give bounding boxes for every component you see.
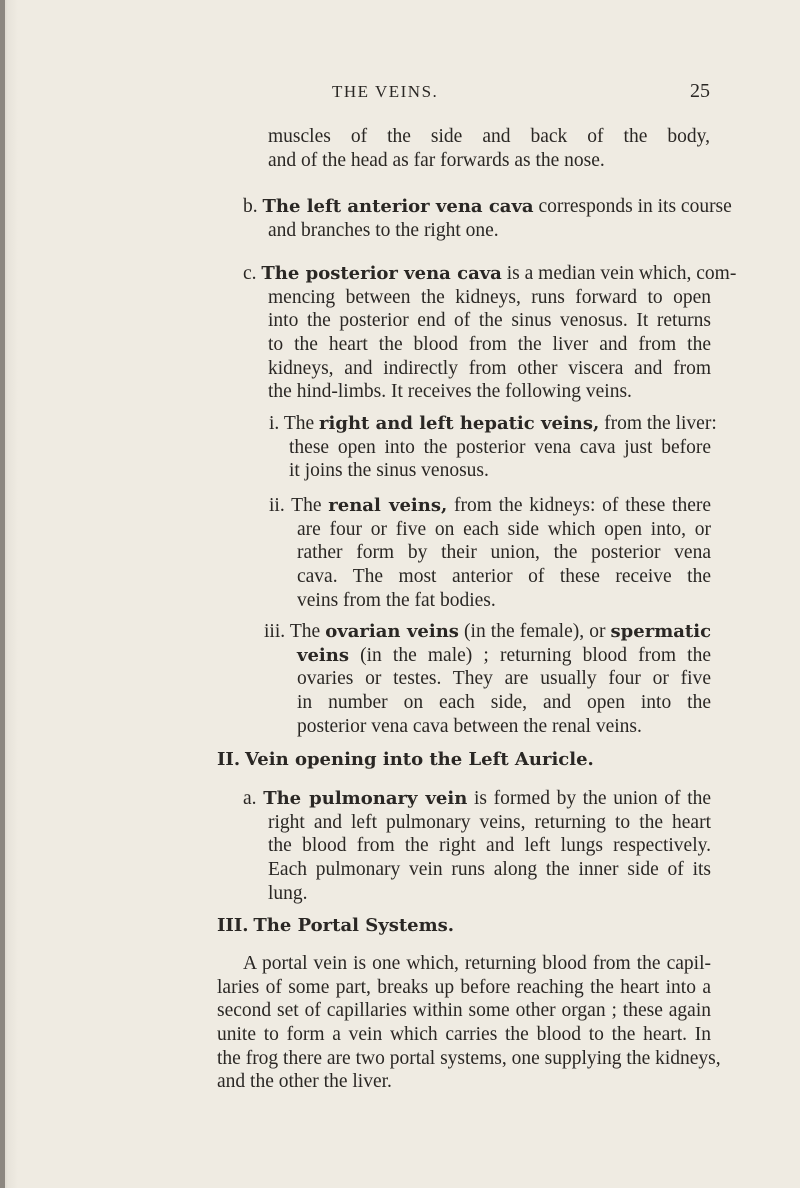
- text-line: the blood from the right and left lungs respectively.: [268, 835, 711, 857]
- text-run: from the kidneys: of these there: [454, 495, 712, 516]
- text-line: [269, 412, 717, 436]
- text-line: [217, 748, 711, 772]
- text-line: in number on each side, and open into the: [297, 692, 711, 714]
- text-line: into the posterior end of the sinus venosus. It returns: [268, 310, 711, 332]
- text-line: A portal vein is one which, returning blood from the capil-: [243, 953, 711, 974]
- text-run: is formed by the union of the: [473, 788, 712, 809]
- item-marker: c.: [243, 263, 257, 284]
- paragraph-portal: [217, 952, 721, 1094]
- text-line: [297, 644, 711, 668]
- text-line: and of the head as far forwards as the nose.: [268, 149, 605, 171]
- text-line: veins from the fat bodies.: [297, 589, 496, 611]
- paragraph-ii: [269, 494, 711, 612]
- item-marker: iii.: [264, 621, 286, 642]
- text-line: the frog there are two portal systems, one supplying the kidneys,: [217, 1047, 721, 1069]
- item-heading: veins: [297, 644, 349, 666]
- item-heading: right and left hepatic veins,: [319, 413, 600, 434]
- text-line: [243, 262, 737, 286]
- paragraph-intro: [268, 125, 710, 172]
- text-run: The: [291, 495, 322, 516]
- section-marker: II.: [217, 749, 241, 770]
- item-heading: The posterior vena cava: [261, 263, 502, 284]
- text-line: and branches to the right one.: [268, 219, 499, 241]
- text-line: [269, 494, 711, 518]
- paragraph-a: [243, 787, 711, 905]
- text-run: from the liver:: [604, 413, 717, 434]
- item-marker: a.: [243, 788, 257, 809]
- section-heading: The Portal Systems.: [253, 915, 455, 936]
- text-line: muscles of the side and back of the body,: [268, 126, 710, 147]
- text-line: rather form by their union, the posterior vena: [297, 542, 711, 564]
- text-line: cava. The most anterior of these receive the: [297, 566, 711, 588]
- text-line: these open into the posterior vena cava just before: [289, 436, 711, 458]
- text-line: to the heart the blood from the liver and from the: [268, 334, 711, 356]
- text-line: right and left pulmonary veins, returning to the heart: [268, 811, 711, 833]
- text-line: [243, 787, 711, 811]
- text-line: and the other the liver.: [217, 1071, 392, 1093]
- text-line: ovaries or testes. They are usually four or five: [297, 668, 711, 690]
- item-marker: i.: [269, 413, 280, 434]
- item-marker: b.: [243, 196, 258, 217]
- page-edge-shadow: [0, 0, 5, 1188]
- paragraph-b: [243, 195, 732, 242]
- item-heading: ovarian veins: [325, 621, 459, 642]
- item-heading: spermatic: [610, 621, 712, 642]
- text-line: mencing between the kidneys, runs forward to open: [268, 286, 711, 308]
- section-heading-iii: [217, 914, 711, 938]
- text-run: is a median vein which, com-: [506, 263, 737, 284]
- running-head-title: THE VEINS.: [332, 82, 439, 101]
- paragraph-c: [243, 262, 737, 404]
- text-line: unite to form a vein which carries the blood to the heart. In: [217, 1024, 711, 1046]
- text-line: laries of some part, breaks up before reaching the heart into a: [217, 976, 711, 998]
- text-run: (in the female), or: [464, 621, 606, 642]
- text-line: [243, 195, 732, 219]
- text-line: it joins the sinus venosus.: [289, 460, 489, 482]
- text-line: second set of capillaries within some other organ ; these again: [217, 1000, 711, 1022]
- paragraph-iii: [264, 620, 711, 738]
- text-run: corresponds in its course: [538, 196, 732, 217]
- paragraph-i: [269, 412, 717, 483]
- text-line: [264, 620, 711, 644]
- text-line: the hind-limbs. It receives the following veins.: [268, 381, 632, 403]
- text-run: The: [283, 413, 315, 434]
- text-line: [217, 914, 711, 938]
- text-run: The: [289, 621, 321, 642]
- item-heading: The pulmonary vein: [263, 788, 468, 809]
- text-line: are four or five on each side which open into, or: [297, 518, 711, 540]
- item-heading: renal veins,: [328, 495, 448, 516]
- text-line: lung.: [268, 882, 308, 904]
- item-heading: The left anterior vena cava: [262, 196, 534, 217]
- text-line: Each pulmonary vein runs along the inner side of its: [268, 859, 711, 881]
- section-marker: III.: [217, 915, 249, 936]
- text-line: posterior vena cava between the renal veins.: [297, 715, 642, 737]
- section-heading-ii: [217, 748, 711, 772]
- text-line: kidneys, and indirectly from other viscera and from: [268, 357, 711, 379]
- item-marker: ii.: [269, 495, 285, 516]
- section-heading: Vein opening into the Left Auricle.: [244, 749, 594, 770]
- running-head: [0, 80, 800, 106]
- text-run: (in the male) ; returning blood from the: [360, 644, 711, 666]
- page-number: 25: [690, 80, 710, 102]
